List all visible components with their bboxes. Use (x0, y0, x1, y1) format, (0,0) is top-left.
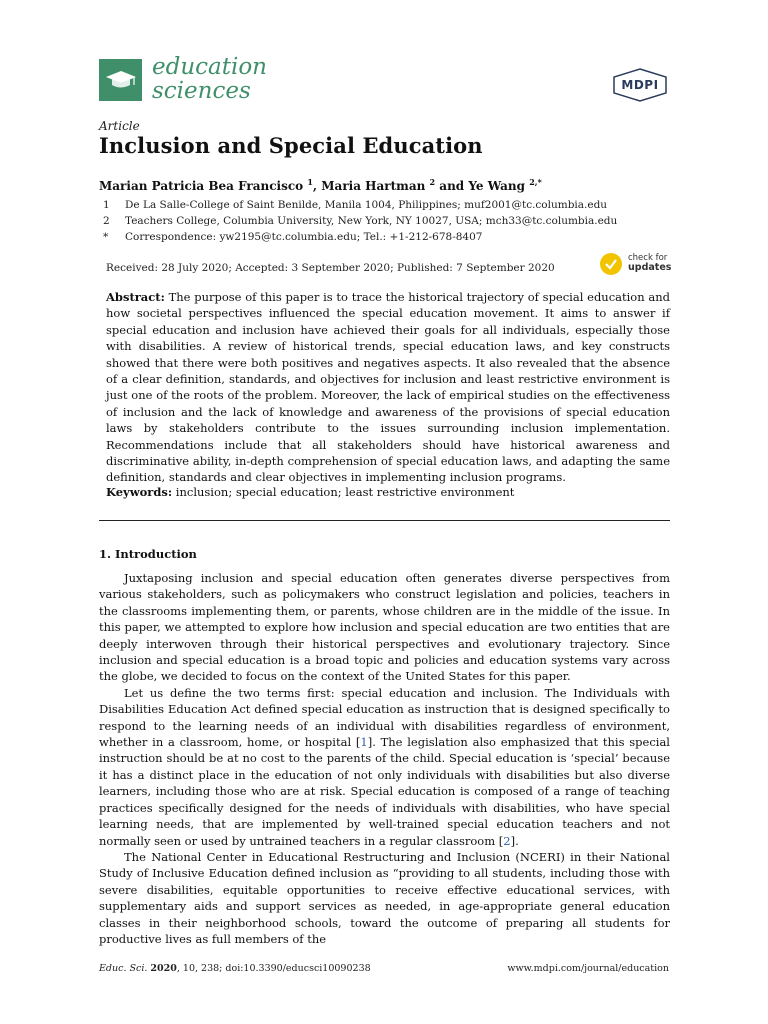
author-list (99, 177, 542, 193)
affiliation-text: Correspondence: yw2195@tc.columbia.edu; Tel.: +1-212-678-8407 (125, 231, 483, 243)
journal-name (152, 55, 267, 103)
abstract (106, 289, 670, 486)
citation-link[interactable]: 1 (360, 735, 368, 750)
paragraph-text: Let us define the two terms first: special education and inclusion. The Individuals with Disabilities Education Act defined special education as instruction that is designed specifically to respond to the learning needs of an individual with disabilities regardless of environment, whether in a classroom, home, or hospital [ (99, 685, 670, 750)
publication-year: 2020 (150, 963, 177, 974)
affiliation-text: Teachers College, Columbia University, New York, NY 10027, USA; mch33@tc.columbia.edu (125, 215, 618, 227)
publication-dates: Received: 28 July 2020; Accepted: 3 September 2020; Published: 7 September 2020 (106, 262, 555, 274)
affiliation (99, 199, 607, 211)
check-updates-icon (600, 253, 622, 275)
paragraph-text: ]. (510, 833, 519, 848)
paragraph: Juxtaposing inclusion and special education often generates diverse perspectives from various stakeholders, such as policymakers who construct legislation and policies, teachers in the classrooms implementing them, or parents, whose children are in the middle of the issue. In this paper, we attempted to explore how inclusion and special education are two entities that are deeply interwoven through their historical perspectives and evolutionary trajectory. Since inclusion and special education is a broad topic and policies and education systems vary across the globe, we decided to focus on the context of the United States for this paper. (99, 571, 670, 684)
article-title: Inclusion and Special Education (99, 133, 483, 158)
journal-logo (99, 59, 142, 101)
author-separator: , (312, 179, 322, 193)
check-updates-line2: updates (628, 262, 672, 273)
affiliation-mark: 2 (103, 215, 110, 227)
journal-name-line2: sciences (152, 78, 251, 104)
citation-footer (99, 963, 371, 974)
citation-link[interactable]: 2 (503, 833, 511, 848)
paragraph: The National Center in Educational Restructuring and Inclusion (NCERI) in their National Study of Inclusive Education defined inclusion as “providing to all students, including those with severe disabilities, equitable opportunities to receive effective educational services, with supplementary aids and support services as needed, in age-appropriate general education classes in their neighborhood schools, toward the outcome of preparing all students for productive lives as full members of the (99, 849, 670, 946)
keywords-text: inclusion; special education; least restrictive environment (175, 485, 515, 499)
introduction-body (99, 570, 670, 947)
author-name: Maria Hartman (321, 179, 426, 193)
author-affil-mark: 2 (429, 177, 436, 187)
affiliation-text: De La Salle-College of Saint Benilde, Manila 1004, Philippines; muf2001@tc.columbia.edu (125, 199, 608, 211)
keywords (106, 485, 670, 499)
section-divider (99, 520, 670, 521)
keywords-label: Keywords: (106, 485, 173, 499)
author-name: Ye Wang (468, 179, 526, 193)
check-for-updates-badge[interactable] (600, 252, 672, 278)
journal-abbreviation: Educ. Sci. (99, 963, 148, 974)
correspondence (99, 231, 482, 243)
graduation-cap-icon (104, 68, 138, 92)
affiliation (99, 215, 617, 227)
affiliation-mark: * (103, 231, 109, 243)
author-separator: and (435, 179, 469, 193)
journal-name-line1: education (152, 54, 267, 80)
doi-text: , 10, 238; doi:10.3390/educsci10090238 (176, 963, 371, 974)
journal-url[interactable]: www.mdpi.com/journal/education (507, 963, 669, 974)
affiliation-mark: 1 (103, 199, 110, 211)
publisher-name: MDPI (621, 78, 659, 92)
abstract-text: The purpose of this paper is to trace the historical trajectory of special education and how societal perspectives influenced the special education movement. It aims to answer if special education and inclusion have achieved their goals for all individuals, especially those with disabilities. A review of historical trends, special education laws, and key constructs showed that there were both positives and negatives aspects. It also revealed that the absence of a clear definition, standards, and objectives for inclusion and least restrictive environment is just one of the roots of the problem. Moreover, the lack of empirical studies on the effectiveness of inclusion and the lack of knowledge and awareness of the provisions of special education laws by stakeholders contribute to the issues surrounding inclusion implementation. Recommendations include that all stakeholders should have historical awareness and discriminative ability, in-depth comprehension of special education laws, and adapting the same definition, standards and clear objectives in implementing inclusion programs. (106, 290, 671, 485)
author-affil-mark: 1 (307, 177, 313, 187)
paragraph (99, 685, 670, 849)
author-affil-mark: 2,* (529, 177, 542, 187)
publisher-logo (612, 68, 668, 102)
check-updates-line1: check for (628, 253, 668, 263)
section-heading: 1. Introduction (99, 547, 197, 561)
paragraph-text: ]. The legislation also emphasized that this special instruction should be at no cost to the parents of the child. Special education is ‘special’ because it has a distinct place in the education of not only individuals with disabilities but also diverse learners, including those who are at risk. Special education is composed of a range of teaching practices specifically designed for the needs of individuals with disabilities, who have special learning needs, that are implemented by well-trained special education teachers and not normally seen or used by untrained teachers in a regular classroom [ (99, 735, 670, 848)
author-name: Marian Patricia Bea Francisco (99, 179, 304, 193)
abstract-label: Abstract: (106, 290, 165, 304)
article-type: Article (99, 119, 140, 133)
